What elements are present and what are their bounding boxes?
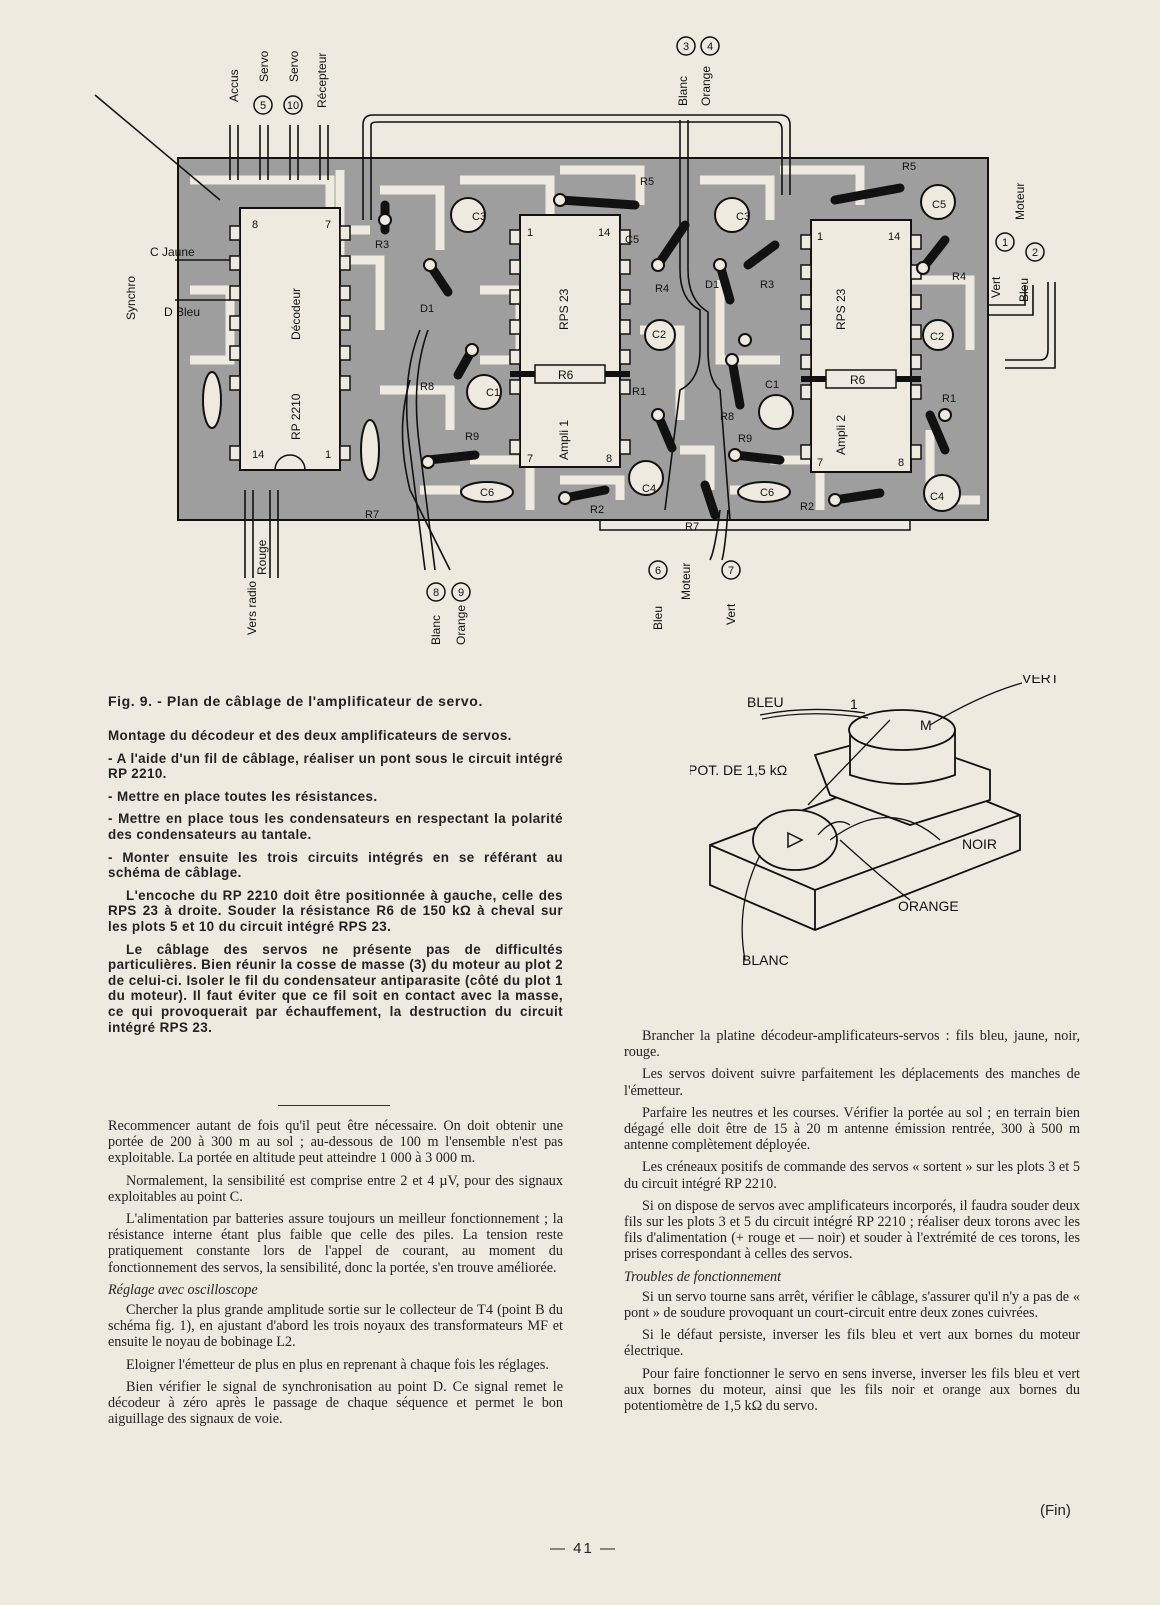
svg-text:R2: R2 (800, 501, 815, 513)
paragraph: Brancher la platine décodeur-amplificateurs-servos : fils bleu, jaune, noir, rouge. (624, 1028, 1080, 1061)
num-1: 1 (1001, 237, 1009, 249)
svg-text:C1: C1 (765, 379, 780, 391)
wiring-diagram (80, 30, 1090, 670)
paragraph: Le câblage des servos ne présente pas de difficultés particulières. Bien réunir la cosse de masse (3) du moteur au plot 2 de celui-ci. Isoler le fil du condensateur antiparasite (côté du plot 1 du moteur). Il faut éviter que ce fil soit en contact avec la masse, ce qui provoquerait par échauffement, la destruction du circuit intégré RPS 23. (108, 941, 563, 1035)
svg-text:R3: R3 (760, 279, 775, 291)
svg-text:R9: R9 (738, 433, 753, 445)
num-5: 5 (259, 100, 267, 112)
paragraph: Montage du décodeur et des deux amplificateurs de servos. (108, 728, 512, 743)
svg-text:R2: R2 (590, 504, 605, 516)
right-column-text (624, 1028, 1080, 1420)
svg-text:D1: D1 (420, 303, 435, 315)
pot-noir-label: NOIR (962, 836, 997, 852)
svg-text:R8: R8 (720, 411, 735, 423)
svg-text:R4: R4 (952, 271, 967, 283)
vers-radio-label: Vers radio (245, 580, 259, 635)
svg-text:C4: C4 (930, 491, 945, 503)
svg-text:C5: C5 (932, 199, 947, 211)
end-marker: (Fin) (1040, 1502, 1071, 1519)
page-number: — 41 — (550, 1540, 618, 1557)
vert-bottom-label: Vert (724, 603, 738, 625)
orange-bottom-label: Orange (454, 604, 468, 645)
pot-value-label: POT. DE 1,5 kΩ (690, 762, 788, 778)
svg-text:C2: C2 (930, 331, 945, 343)
svg-text:D1: D1 (705, 279, 720, 291)
paragraph: Pour faire fonctionner le servo en sens inverse, inverser les fils bleu et vert aux bornes du moteur, ainsi que les fils noir et orange aux bornes du potentiomètre de 1,5 kΩ du servo. (624, 1365, 1080, 1415)
paragraph: Bien vérifier le signal de synchronisation au point D. Ce signal remet le décodeur à zéro après le passage de chaque séquence et permet le bon aiguillage des signaux de voie. (108, 1378, 563, 1428)
pot-vert-label: VERT (1022, 675, 1060, 686)
potentiometer-diagram (690, 675, 1090, 995)
svg-text:7: 7 (817, 457, 824, 469)
paragraph: Les servos doivent suivre parfaitement les déplacements des manches de l'émetteur. (624, 1066, 1080, 1099)
servo5-label: Servo (257, 50, 271, 82)
svg-text:C6: C6 (760, 487, 775, 499)
pot-one-label: 1 (850, 696, 858, 712)
rp2210-label: RP 2210 (289, 393, 303, 440)
svg-text:8: 8 (898, 457, 905, 469)
num-3: 3 (682, 41, 690, 53)
svg-text:14: 14 (252, 449, 265, 461)
paragraph: - A l'aide d'un fil de câblage, réaliser un pont sous le circuit intégré RP 2210. (108, 750, 563, 782)
num-8: 8 (432, 587, 440, 599)
subheading: Troubles de fonctionnement (624, 1268, 782, 1285)
recepteur-label: Récepteur (315, 52, 329, 108)
rps23-label-1: RPS 23 (557, 288, 571, 330)
svg-text:C4: C4 (642, 483, 657, 495)
paragraph: Parfaire les neutres et les courses. Vérifier la portée au sol ; en terrain bien dégagé elle doit être de 15 à 20 m antenne émission rentrée, 300 à 500 m antenne complètement déployée. (624, 1104, 1080, 1154)
paragraph: L'encoche du RP 2210 doit être positionnée à gauche, celle des RPS 23 à droite. Souder la résistance R6 de 150 kΩ à cheval sur les plots 5 et 10 du circuit intégré RPS 23. (108, 887, 563, 934)
blanc-top-label: Blanc (676, 75, 690, 106)
num-9: 9 (457, 587, 465, 599)
svg-text:1: 1 (817, 231, 824, 243)
paragraph: - Monter ensuite les trois circuits intégrés en se référant au schéma de câblage. (108, 849, 563, 881)
svg-text:R1: R1 (942, 393, 957, 405)
left-column-text (108, 1118, 563, 1433)
pot-orange-label: ORANGE (898, 898, 959, 914)
subheading: Réglage avec oscilloscope (108, 1281, 258, 1298)
moteur-right-label: Moteur (1013, 182, 1027, 220)
rouge-label: Rouge (255, 539, 269, 575)
svg-text:C3: C3 (736, 211, 751, 223)
r6-label-2: R6 (850, 373, 866, 387)
paragraph: L'alimentation par batteries assure toujours un meilleur fonctionnement ; la résistance interne étant plus faible que celle des piles. La tension reste pratiquement constante lors de l'appel de courant, au moment du fonctionnement des servos, la sensibilité, donc la portée, s'en trouve améliorée. (108, 1211, 563, 1276)
num-4: 4 (706, 41, 714, 53)
moteur-bottom-label: Moteur (679, 562, 693, 600)
synchro-label: Synchro (124, 275, 138, 320)
paragraph: - Mettre en place tous les condensateurs en respectant la polarité des condensateurs au tantale. (108, 811, 563, 842)
num-7: 7 (727, 565, 735, 577)
r6-label-1: R6 (558, 368, 574, 382)
paragraph: Recommencer autant de fois qu'il peut être nécessaire. On doit obtenir une portée de 200 à 300 m au sol ; au-dessous de 100 m l'ensemble n'est pas exploitable. La portée en altitude peut atteindre 1 000 à 3 000 m. (108, 1118, 563, 1167)
c-jaune-label: C Jaune (150, 245, 195, 259)
svg-text:14: 14 (888, 231, 901, 243)
svg-text:7: 7 (527, 453, 534, 465)
pot-m-label: M (920, 717, 932, 733)
bleu-right-label: Bleu (1017, 277, 1031, 302)
svg-text:1: 1 (325, 449, 332, 461)
section-divider (278, 1105, 390, 1106)
figure-caption: Fig. 9. - Plan de câblage de l'amplificateur de servo. (108, 693, 483, 709)
num-10: 10 (286, 100, 300, 112)
rps23-label-2: RPS 23 (834, 288, 848, 330)
svg-text:14: 14 (598, 227, 611, 239)
svg-text:C3: C3 (472, 211, 487, 223)
svg-text:1: 1 (527, 227, 534, 239)
svg-text:8: 8 (252, 219, 259, 231)
ampli2-label: Ampli 2 (834, 414, 848, 455)
paragraph: Les créneaux positifs de commande des servos « sortent » sur les plots 3 et 5 du circuit intégré RP 2210. (624, 1159, 1080, 1192)
accus-label: Accus (227, 69, 241, 102)
bleu-bottom-label: Bleu (651, 605, 665, 630)
svg-text:R4: R4 (655, 283, 670, 295)
svg-text:R7: R7 (365, 509, 380, 521)
paragraph: Si on dispose de servos avec amplificateurs incorporés, il faudra souder deux fils sur les plots 3 et 5 du circuit intégré RP 2210 ; réaliser deux torons avec les fils d'alimentation (+ rouge et — noir) et souder à l'extrémité de ces torons, les prises correspondant à celles des servos. (624, 1197, 1080, 1263)
pot-bleu-label: BLEU (747, 694, 784, 710)
paragraph: Normalement, la sensibilité est comprise entre 2 et 4 µV, pour des signaux exploitables au point C. (108, 1172, 563, 1205)
svg-text:8: 8 (606, 453, 613, 465)
svg-text:7: 7 (325, 219, 332, 231)
paragraph: Chercher la plus grande amplitude sortie sur le collecteur de T4 (point B du schéma fig. 1), en ajustant d'abord les trois noyaux des transformateurs MF et ensuite le noyau de bobinage L2. (108, 1302, 563, 1351)
svg-text:C1: C1 (486, 387, 501, 399)
svg-text:C2: C2 (652, 329, 667, 341)
pot-blanc-label: BLANC (742, 952, 789, 968)
paragraph: Si un servo tourne sans arrêt, vérifier le câblage, s'assurer qu'il n'y a pas de « pont » de soudure provoquant un court-circuit entre deux zones cuivrées. (624, 1288, 1080, 1322)
orange-top-label: Orange (699, 65, 713, 106)
blanc-bottom-label: Blanc (429, 614, 443, 645)
num-6: 6 (654, 565, 662, 577)
svg-text:R5: R5 (640, 176, 655, 188)
vert-right-label: Vert (989, 276, 1003, 298)
svg-text:R9: R9 (465, 431, 480, 443)
svg-text:R3: R3 (375, 239, 390, 251)
d-bleu-label: D Bleu (164, 305, 201, 319)
svg-text:R5: R5 (902, 161, 917, 173)
svg-text:R1: R1 (632, 386, 647, 398)
decodeur-label: Décodeur (289, 287, 303, 340)
svg-text:C6: C6 (480, 487, 495, 499)
paragraph: Eloigner l'émetteur de plus en plus en reprenant à chaque fois les réglages. (126, 1356, 549, 1373)
num-2: 2 (1031, 247, 1039, 259)
paragraph: Si le défaut persiste, inverser les fils bleu et vert aux bornes du moteur électrique. (624, 1327, 1080, 1360)
ampli1-label: Ampli 1 (557, 419, 571, 460)
paragraph: - Mettre en place toutes les résistances. (108, 788, 378, 804)
left-column-instructions (108, 728, 563, 1042)
svg-text:R8: R8 (420, 381, 435, 393)
svg-text:R7: R7 (685, 521, 700, 533)
svg-text:C5: C5 (625, 234, 640, 246)
servo10-label: Servo (287, 50, 301, 82)
